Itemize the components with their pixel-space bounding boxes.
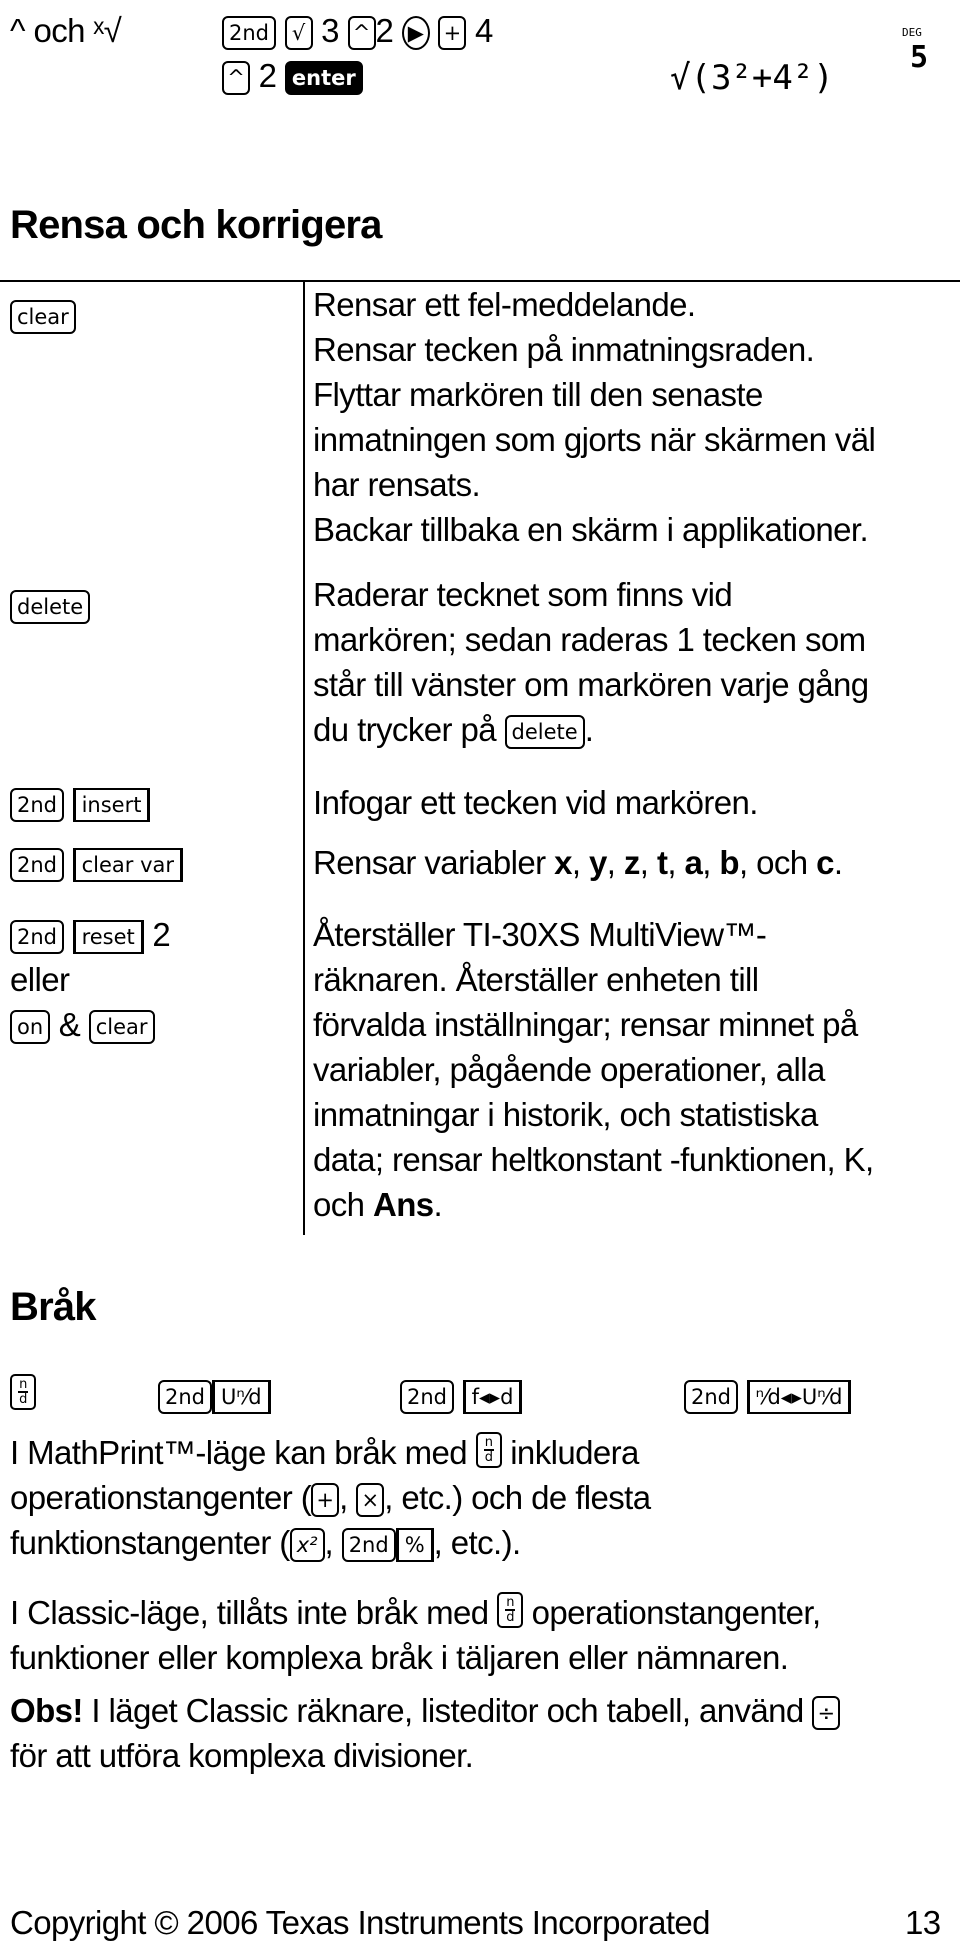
row-clearvar-desc: Rensar variabler x, y, z, t, a, b, och c. (313, 844, 843, 881)
row-delete-desc (313, 572, 869, 752)
section-heading-clear: Rensa och korrigera (10, 203, 382, 247)
footer-page-number: 13 (905, 1904, 941, 1941)
fraction-key-icon: $\frac{n}{d}$ (10, 1374, 36, 1410)
desc-line: inmatningen som gjorts när skärmen väl (313, 421, 876, 458)
desc-line: du trycker på delete . (313, 711, 594, 748)
reset-amp: & (58, 1006, 81, 1043)
top-prefix: ^ och ˣ√ (10, 12, 122, 49)
key-times: × (356, 1483, 384, 1517)
footer-copyright: Copyright © 2006 Texas Instruments Incorporated (10, 1904, 710, 1941)
key-caret-2: ^ (222, 61, 250, 95)
key-2nd: 2nd (222, 16, 276, 50)
desc-line: förvalda inställningar; rensar minnet på (313, 1006, 858, 1043)
desc-line: Raderar tecknet som finns vid (313, 576, 733, 613)
reset-eller: eller (10, 961, 70, 998)
screen-mode: DEG (902, 26, 922, 39)
key-2nd: 2nd (342, 1528, 396, 1562)
key-plus: + (311, 1483, 339, 1517)
paragraph-note: Obs! I läget Classic räknare, listeditor och tabell, använd ÷ för att utföra komplexa divisioner. (10, 1688, 840, 1778)
key-on: on (10, 1010, 50, 1044)
fraction-key-icon: $\frac{n}{d}$ (476, 1432, 502, 1468)
key-x-squared: x² (290, 1528, 325, 1562)
mixed-number-keys (158, 1372, 271, 1417)
fraction-key-icon: $\frac{n}{d}$ (497, 1592, 523, 1628)
var-b: b (719, 844, 739, 881)
desc-line: Rensar tecken på inmatningsraden. (313, 331, 815, 368)
digit-3: 3 (321, 12, 339, 49)
row-reset-key (10, 912, 170, 1047)
var-a: a (684, 844, 703, 881)
desc-line: har rensats. (313, 466, 481, 503)
key-delete-inline: delete (505, 715, 585, 749)
section-heading-fractions: Bråk (10, 1285, 96, 1329)
var-z: z (623, 844, 640, 881)
key-right-arrow: ▶ (402, 16, 430, 50)
row-insert-desc: Infogar ett tecken vid markören. (313, 784, 758, 821)
key-enter: enter (285, 61, 363, 95)
key-divide: ÷ (812, 1696, 840, 1730)
key-clear-var: clear var (73, 848, 183, 882)
desc-line: Rensar ett fel-meddelande. (313, 286, 696, 323)
key-clear: clear (89, 1010, 155, 1044)
fraction-mixed-keys (684, 1372, 851, 1417)
desc-line: markören; sedan raderas 1 tecken som (313, 621, 866, 658)
var-y: y (588, 844, 607, 881)
digit-4: 4 (475, 12, 493, 49)
row-delete-key (10, 582, 90, 627)
digit-2: 2 (375, 12, 394, 49)
calculator-screen (640, 20, 940, 115)
key-2nd: 2nd (10, 848, 64, 882)
desc-line: data; rensar heltkonstant -funktionen, K, (313, 1141, 874, 1178)
reset-digit: 2 (152, 916, 171, 953)
desc-line: inmatningar i historik, och statistiska (313, 1096, 818, 1133)
row-clear-key (10, 292, 76, 337)
desc-line: Återställer TI-30XS MultiView™- (313, 916, 767, 953)
row-clear-desc (313, 282, 875, 552)
row-clearvar-key (10, 840, 183, 885)
key-caret: ^ (348, 16, 376, 50)
desc-line: variabler, pågående operationer, alla (313, 1051, 825, 1088)
key-sqrt: √ (285, 16, 313, 50)
fraction-keys-row (10, 1372, 36, 1417)
note-label: Obs! (10, 1692, 83, 1729)
paragraph-classic: I Classic-läge, tillåts inte bråk med $\frac{n}{d}$ operationstangenter, funktioner eller komplexa bråk i täljaren eller nämnaren. (10, 1594, 821, 1676)
desc-line: Flyttar markören till den senaste (313, 376, 763, 413)
screen-result: 5 (910, 40, 929, 75)
key-2nd: 2nd (10, 788, 64, 822)
key-delete: delete (10, 590, 90, 624)
key-f-to-d: f◂▸d (463, 1380, 523, 1414)
table-column-divider (303, 280, 305, 1235)
key-2nd: 2nd (10, 920, 64, 954)
var-c: c (816, 844, 834, 881)
key-2nd: 2nd (684, 1380, 738, 1414)
key-clear: clear (10, 300, 76, 334)
var-t: t (656, 844, 668, 881)
var-x: x (554, 844, 572, 881)
digit-2b: 2 (258, 57, 277, 94)
key-insert: insert (73, 788, 151, 822)
desc-line: står till vänster om markören varje gång (313, 666, 869, 703)
fraction-decimal-keys (400, 1372, 522, 1417)
key-2nd: 2nd (400, 1380, 454, 1414)
desc-line: och Ans. (313, 1186, 443, 1223)
row-insert-key (10, 780, 150, 825)
row-reset-desc (313, 912, 874, 1227)
key-mixed-number: Uⁿ⁄d (212, 1380, 271, 1414)
key-reset: reset (73, 920, 144, 954)
key-sequence-line1 (222, 8, 493, 53)
key-2nd: 2nd (158, 1380, 212, 1414)
key-frac-to-mixed: ⁿ⁄d◂▸Uⁿ⁄d (747, 1380, 852, 1414)
screen-expression: √(3²+4²) (670, 58, 834, 98)
key-percent: % (396, 1528, 434, 1562)
paragraph-mathprint: I MathPrint™-läge kan bråk med $\frac{n}{d}$ inkludera operationstangenter ( + , × , etc.) och de flesta funktionstangenter ( x² , 2nd % , etc.). (10, 1434, 651, 1561)
desc-line: räknaren. Återställer enheten till (313, 961, 759, 998)
desc-line: Backar tillbaka en skärm i applikationer. (313, 511, 869, 548)
key-sequence-line2 (222, 53, 363, 98)
key-plus: + (438, 16, 466, 50)
